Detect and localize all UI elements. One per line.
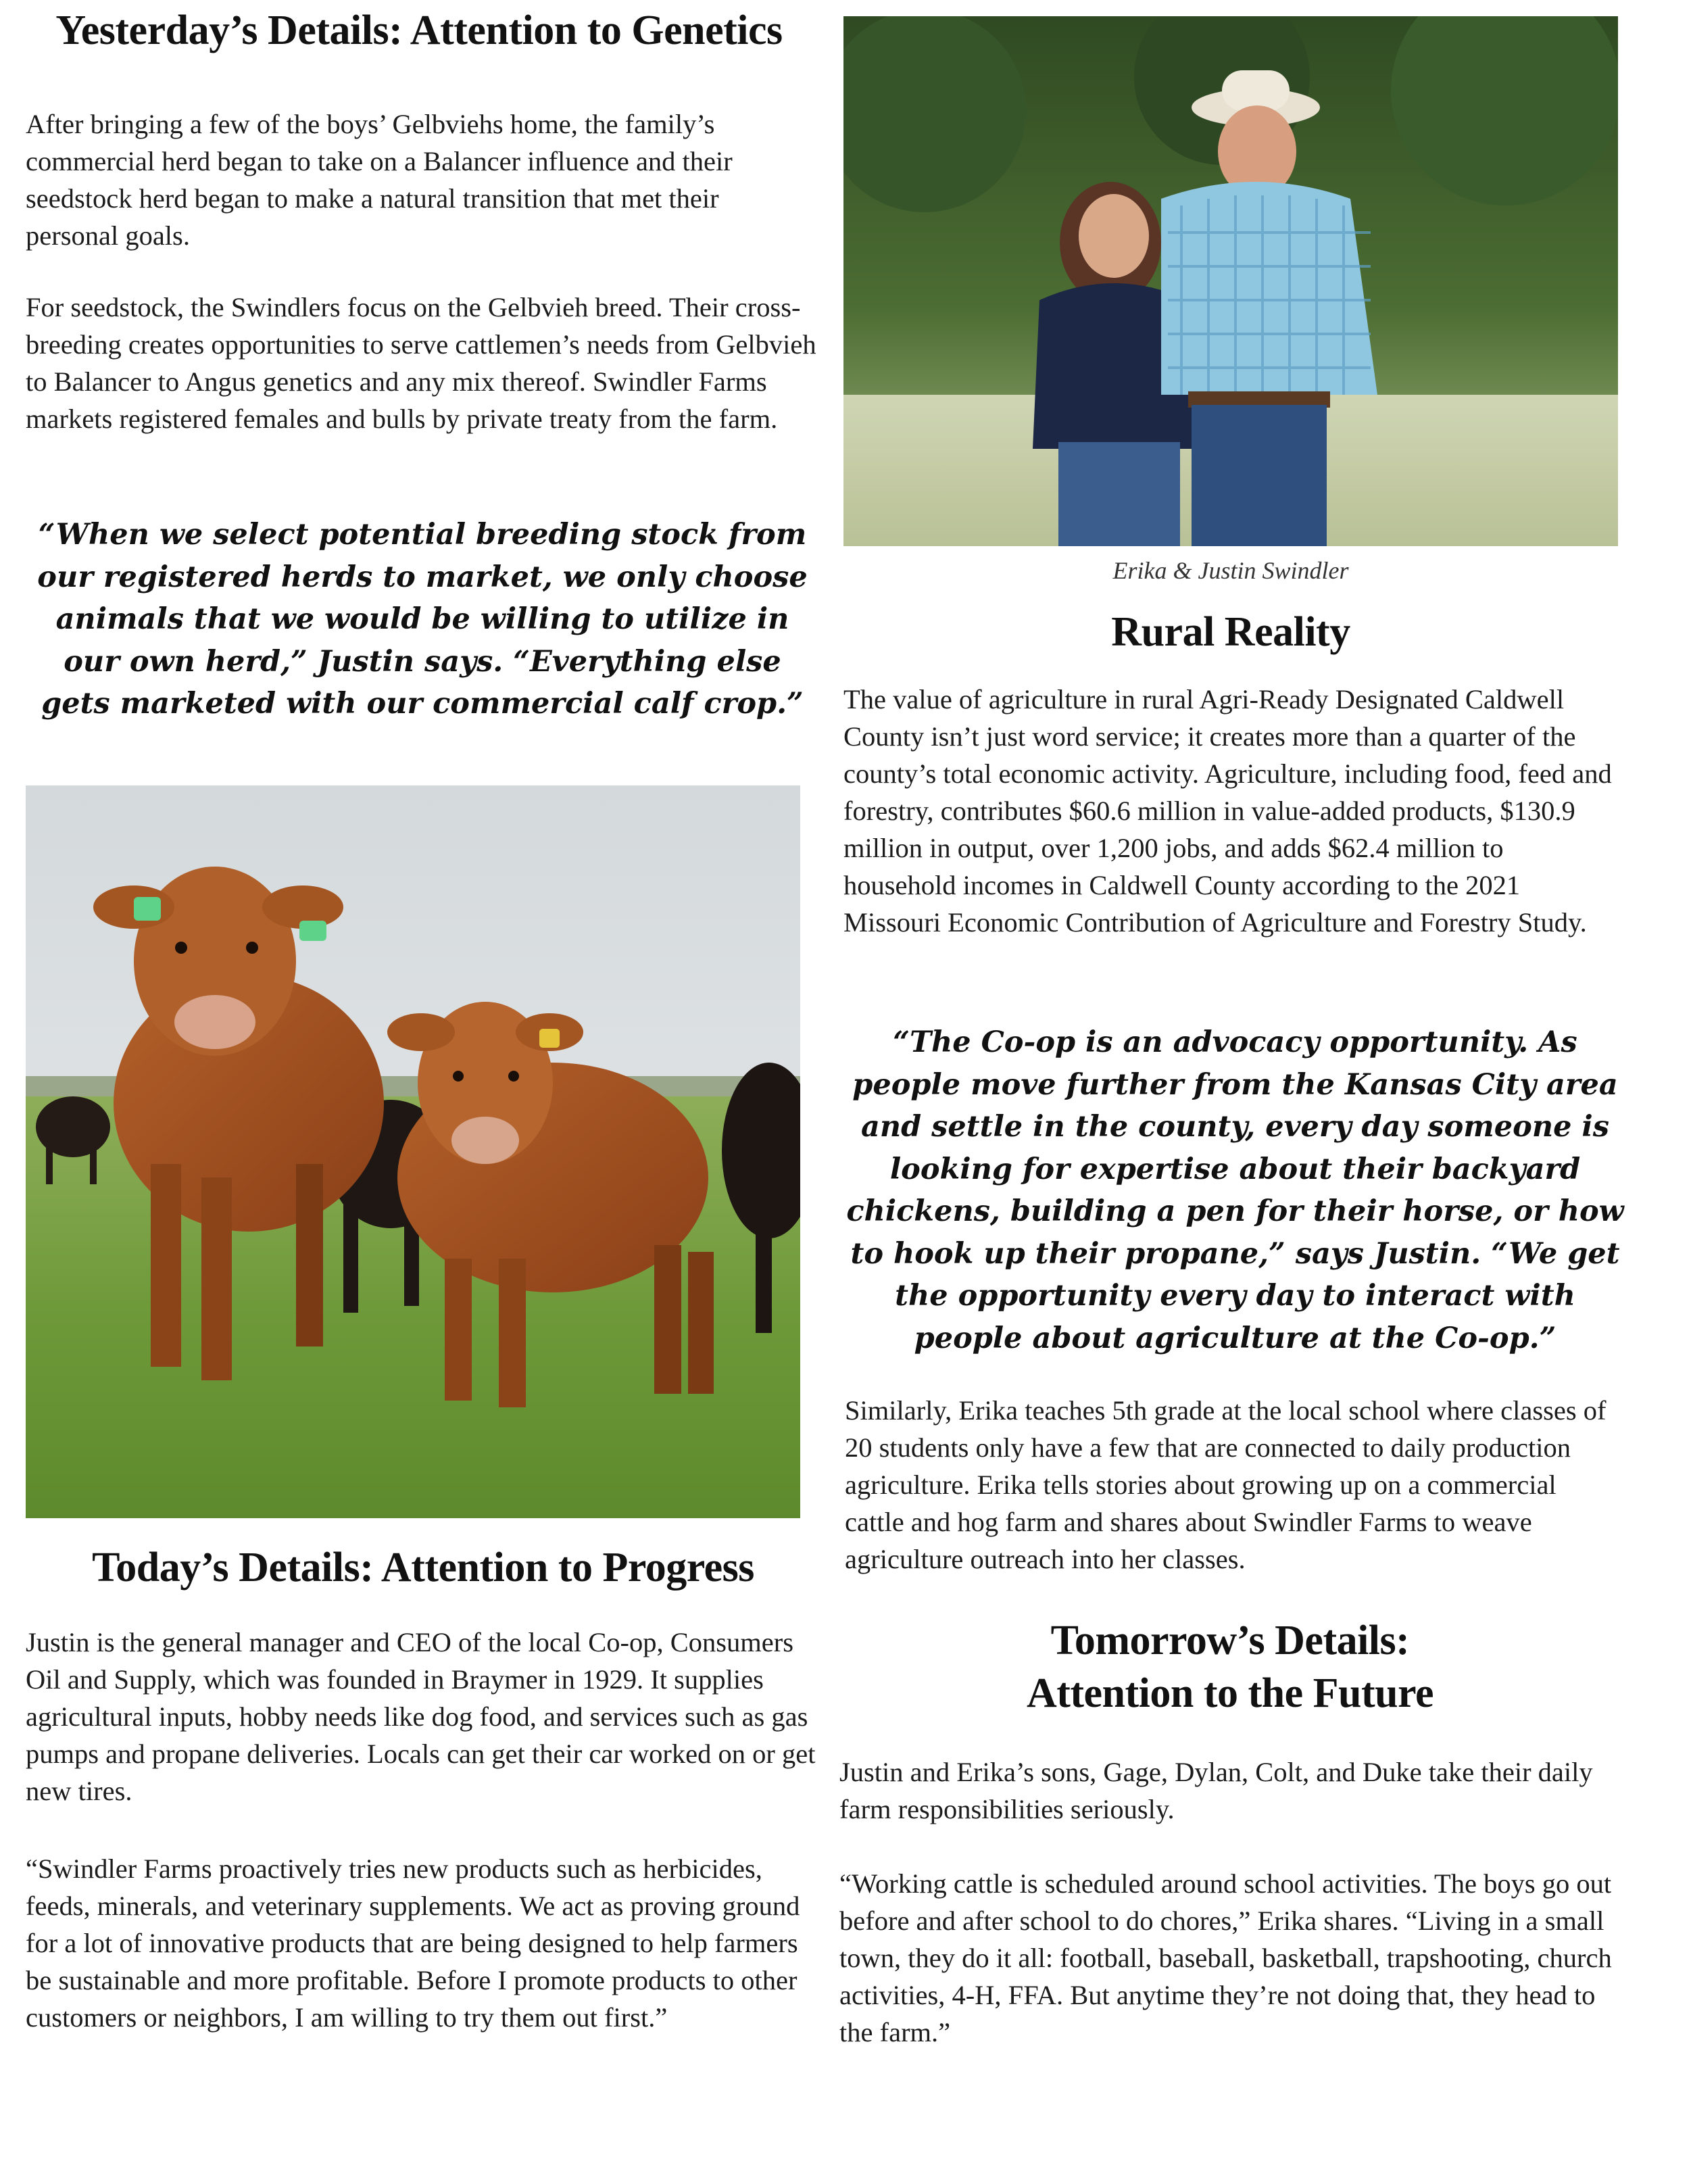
- rural-paragraph-2: Similarly, Erika teaches 5th grade at the local school where classes of 20 students only have a few that are connected to daily production agriculture. Erika tells stories about growing up on a commercial cattle and hog farm and shares about Swindler Farms to weave agriculture outreach into her classes.: [845, 1395, 1607, 1574]
- yesterday-paragraph-2: For seedstock, the Swindlers focus on the Gelbvieh breed. Their cross-breeding creates opportunities to serve cattlemen’s needs from Gelbvieh to Balancer to Angus genetics and any mix thereof. Swindler Farms markets registered females and bulls by private treaty from the farm.: [26, 292, 816, 434]
- today-heading: Today’s Details: Attention to Progress: [92, 1545, 754, 1591]
- cattle-photo: [26, 785, 800, 1518]
- tomorrow-paragraph-2: “Working cattle is scheduled around school activities. The boys go out before and after school to do chores,” Erika shares. “Living in a small town, they do it all: football, baseball, basketball, trapshooting, church activities, 4-H, FFA. But anytime they’re not doing that, they head to the farm.”: [839, 1868, 1612, 2047]
- rural-pull-quote: “The Co-op is an advocacy opportunity. As people move further from the Kansas City area and settle in the county, every day someone is looking for expertise about their backyard chickens, building a pen for their horse, or how to hook up their propane,” says Justin. “We get the opportunity every day to interact with people about agriculture at the Co-op.”: [846, 1025, 1624, 1355]
- tomorrow-heading-line-2: Attention to the Future: [1026, 1670, 1434, 1716]
- yesterday-heading: Yesterday’s Details: Attention to Genetics: [55, 7, 783, 53]
- rural-paragraph-1: The value of agriculture in rural Agri-Ready Designated Caldwell County isn’t just word service; it creates more than a quarter of the county’s total economic activity. Agriculture, including food, feed and forestry, contributes $60.6 million in value-added products, $130.9 million in output, over 1,200 jobs, and adds $62.4 million to household incomes in Caldwell County according to the 2021 Missouri Economic Contribution of Agriculture and Forestry Study.: [843, 684, 1612, 938]
- tomorrow-heading-line-1: Tomorrow’s Details:: [1050, 1618, 1410, 1664]
- yesterday-paragraph-1: After bringing a few of the boys’ Gelbviehs home, the family’s commercial herd began to take on a Balancer influence and their seedstock herd began to make a natural transition that met their personal goals.: [26, 109, 733, 251]
- photo-caption: Erika & Justin Swindler: [1112, 557, 1349, 584]
- rural-reality-heading: Rural Reality: [1111, 609, 1350, 655]
- yesterday-pull-quote: “When we select potential breeding stock from our registered herds to market, we only choose animals that we would be willing to utilize in our own herd,” Justin says. “Everything else gets marketed with our commercial calf crop.”: [37, 518, 808, 721]
- swindler-couple-photo: [843, 16, 1618, 546]
- today-paragraph-2: “Swindler Farms proactively tries new products such as herbicides, feeds, minerals, and veterinary supplements. We act as proving ground for a lot of innovative products that are being designed to help farmers be sustainable and more profitable. Before I promote products to other customers or neighbors, I am willing to try them out first.”: [26, 1853, 800, 2033]
- tomorrow-paragraph-1: Justin and Erika’s sons, Gage, Dylan, Colt, and Duke take their daily farm responsibilities seriously.: [839, 1757, 1593, 1824]
- today-paragraph-1: Justin is the general manager and CEO of the local Co-op, Consumers Oil and Supply, which was founded in Braymer in 1929. It supplies agricultural inputs, hobby needs like dog food, and services such as gas pumps and propane deliveries. Locals can get their car worked on or get new tires.: [26, 1627, 816, 1806]
